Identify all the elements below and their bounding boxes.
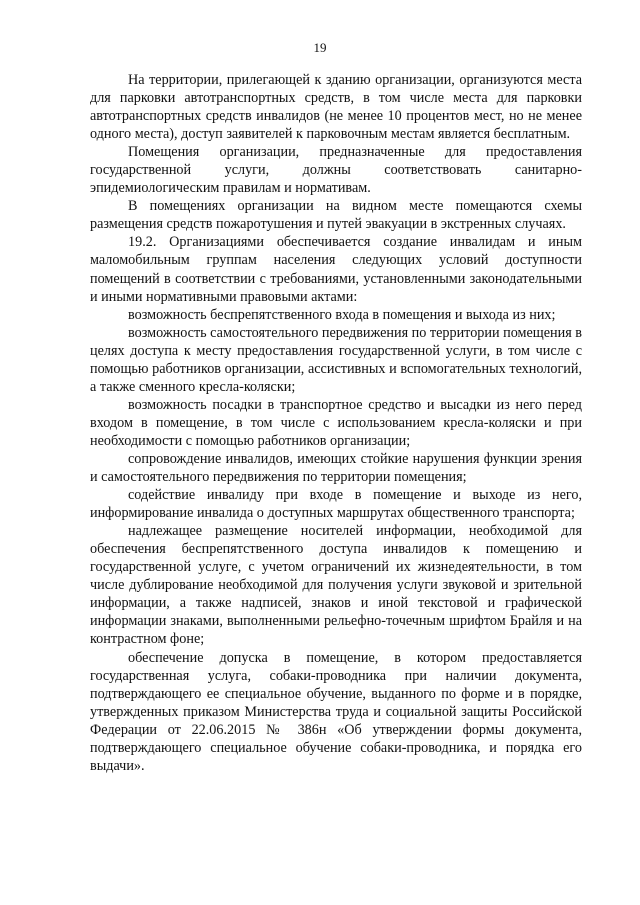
list-item-vehicle-boarding: возможность посадки в транспортное средство и высадки из него перед входом в помещение, в том числе с использованием кресла-коляски и при необходимости с помощью работников организации;: [90, 396, 582, 449]
list-item-guide-dog: обеспечение допуска в помещение, в котором предоставляется государственная услуга, собаки-проводника при наличии документа, подтверждающего ее специальное обучение, выданного по форме и в порядке, утвержденных приказом Министерства труда и социальной защиты Российской Федерации от 22.06.2015 № 386н «Об утверждении формы документа, подтверждающего специальное обучение собаки-проводника, и порядка его выдачи».: [90, 649, 582, 774]
page-number: 19: [313, 40, 327, 55]
document-body: [90, 71, 582, 775]
list-item-independent-movement: возможность самостоятельного передвижения по территории помещения в целях доступа к месту предоставления государственной услуги, в том числе с помощью работников организации, ассистивных и вспомогательных технологий, а также сменного кресла-коляски;: [90, 324, 582, 395]
paragraph-premises-sanitary: Помещения организации, предназначенные для предоставления государственной услуги, должны соответствовать санитарно-эпидемиологическим правилам и нормативам.: [90, 144, 582, 197]
list-item-entrance-exit: возможность беспрепятственного входа в помещения и выхода из них;: [128, 306, 556, 323]
paragraph-section-19-2: 19.2. Организациями обеспечивается создание инвалидам и иным маломобильным группам населения следующих условий доступности помещений в соответствии с требованиями, установленными законодательными и иными нормативными правовыми актами:: [90, 234, 582, 305]
list-item-information-placement: надлежащее размещение носителей информации, необходимой для обеспечения беспрепятственного доступа инвалидов к помещению и государственной услуге, с учетом ограничений их жизнедеятельности, в том числе дублирование необходимой для получения услуги звуковой и зрительной информации, а также надписей, знаков и иной текстовой и графической информации знаками, выполненными рельефно-точечным шрифтом Брайля и на контрастном фоне;: [90, 523, 582, 648]
paragraph-evacuation-schemes: В помещениях организации на видном месте помещаются схемы размещения средств пожаротушения и путей эвакуации в экстренных случаях.: [90, 198, 582, 233]
list-item-escort: сопровождение инвалидов, имеющих стойкие нарушения функции зрения и самостоятельного передвижения по территории помещения;: [90, 450, 582, 486]
list-item-assistance-routes: содействие инвалиду при входе в помещение и выходе из него, информирование инвалида о доступных маршрутах общественного транспорта;: [90, 487, 582, 522]
paragraph-parking: На территории, прилегающей к зданию организации, организуются места для парковки автотранспортных средств, в том числе места для парковки автотранспортных средств инвалидов (не менее 10 процентов мест, но не менее одного места), доступ заявителей к парковочным местам является бесплатным.: [90, 72, 582, 143]
